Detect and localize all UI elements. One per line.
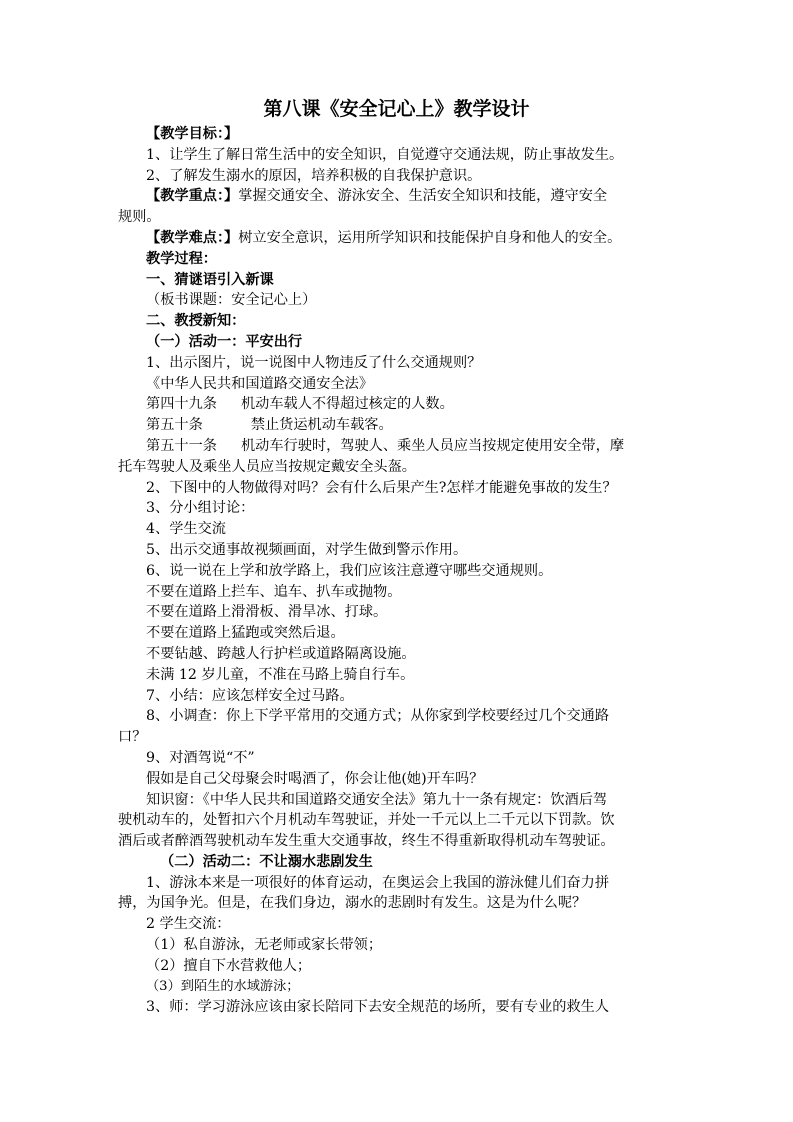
paragraph: 2 学生交流： [146, 916, 231, 933]
list-item: （3）到陌生的水域游泳； [146, 978, 300, 994]
heading-section-1: 一、猜谜语引入新课 [146, 271, 274, 288]
knowledge-window: 知识窗：《中华人民共和国道路交通安全法》第九十一条有规定：饮酒后驾 [146, 791, 608, 808]
paragraph: 1、游泳本来是一项很好的体育运动，在奥运会上我国的游泳健儿们奋力拼 [146, 874, 610, 891]
paragraph: 托车驾驶人及乘坐人员应当按规定戴安全头盔。 [118, 458, 416, 475]
paragraph: 驶机动车的，处暂扣六个月机动车驾驶证，并处一千元以上二千元以下罚款。饮 [118, 812, 615, 829]
paragraph: 2、下图中的人物做得对吗？会有什么后果产生?怎样才能避免事故的发生？ [146, 479, 617, 496]
paragraph: 2、了解发生溺水的原因，培养积极的自我保护意识。 [146, 167, 482, 184]
rule-item: 不要在道路上拦车、追车、扒车或抛物。 [146, 583, 402, 600]
paragraph-key-points: 【教学重点：】掌握交通安全、游泳安全、生活安全知识和技能，遵守安全 [146, 188, 608, 205]
paragraph: 7、小结：应该怎样安全过马路。 [146, 687, 354, 704]
rule-item: 不要钻越、跨越人行护栏或道路隔离设施。 [146, 645, 416, 662]
paragraph: 1、出示图片，说一说图中人物违反了什么交通规则？ [146, 354, 482, 371]
heading-activity-1: （一）活动一：平安出行 [146, 333, 303, 350]
heading-activity-2: （二）活动二：不让溺水悲剧发生 [160, 853, 373, 870]
paragraph: 搏，为国争光。但是，在我们身边，溺水的悲剧时有发生。这是为什么呢？ [118, 895, 587, 912]
law-article: 第五十条 禁止货运机动车载客。 [146, 417, 393, 434]
law-article: 第五十一条 机动车行驶时，驾驶人、乘坐人员应当按规定使用安全带，摩 [146, 437, 625, 454]
document-body [118, 124, 678, 1018]
list-item: （1）私自游泳，无老师或家长带领； [146, 937, 383, 954]
paragraph: （板书课题：安全记心上） [146, 292, 317, 309]
paragraph: 口？ [118, 729, 147, 746]
paragraph: 6、说一说在上学和放学路上，我们应该注意遵守哪些交通规则。 [146, 562, 553, 579]
rule-item: 不要在道路上滑滑板、滑旱冰、打球。 [146, 604, 388, 621]
paragraph: 9、对酒驾说“不” [146, 749, 255, 766]
list-item: （2）擅自下水营救他人； [146, 957, 312, 974]
heading-objectives: 【教学目标：】 [146, 126, 239, 142]
paragraph: 规则。 [118, 209, 161, 226]
rule-item: 不要在道路上猛跑或突然后退。 [146, 625, 345, 642]
paragraph: 1、让学生了解日常生活中的安全知识，自觉遵守交通法规，防止事故发生。 [146, 146, 624, 163]
heading-process: 教学过程： [146, 250, 217, 267]
paragraph: 4、学生交流 [146, 521, 226, 538]
paragraph-difficulties: 【教学难点：】树立安全意识，运用所学知识和技能保护自身和他人的安全。 [146, 229, 622, 246]
rule-item: 未满 12 岁儿童，不准在马路上骑自行车。 [146, 666, 415, 683]
paragraph: 《中华人民共和国道路交通安全法》 [146, 375, 374, 392]
paragraph: 假如是自己父母聚会时喝酒了，你会让他(她)开车吗？ [146, 770, 484, 787]
paragraph: 3、师：学习游泳应该由家长陪同下去安全规范的场所，要有专业的救生人 [146, 999, 610, 1016]
paragraph: 酒后或者醉酒驾驶机动车发生重大交通事故，终生不得重新取得机动车驾驶证。 [118, 833, 615, 850]
paragraph: 3、分小组讨论： [146, 500, 255, 517]
law-article: 第四十九条 机动车载人不得超过核定的人数。 [146, 396, 454, 413]
document-title: 第八课《安全记心上》教学设计 [263, 98, 530, 120]
heading-section-2: 二、教授新知： [146, 313, 246, 330]
paragraph: 5、出示交通事故视频画面，对学生做到警示作用。 [146, 541, 468, 558]
paragraph: 8、小调查：你上下学平常用的交通方式；从你家到学校要经过几个交通路 [146, 708, 610, 725]
